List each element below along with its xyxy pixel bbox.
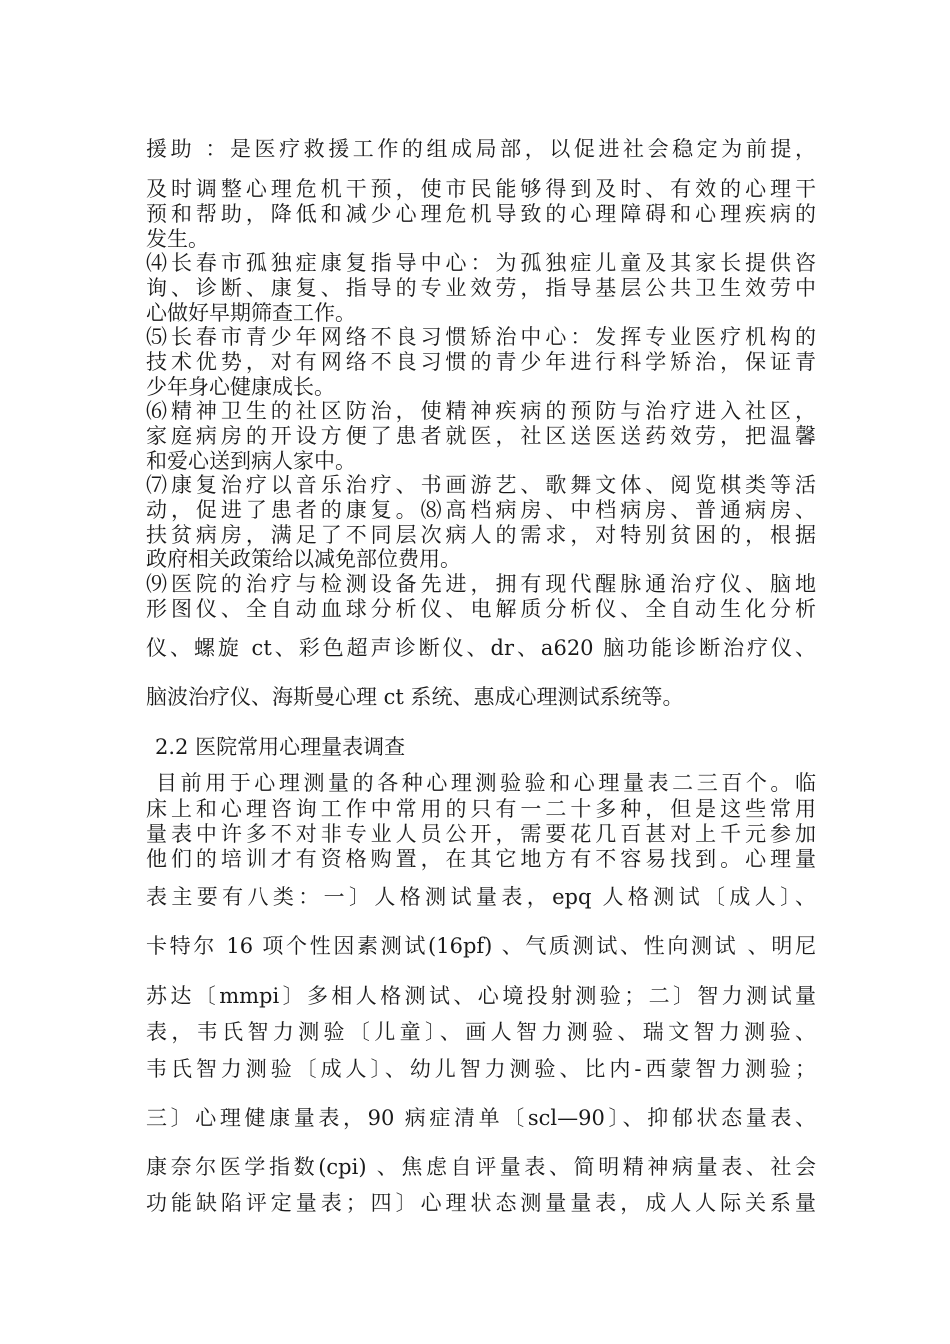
text-line: 三〕心理健康量表，90 病症清单〔scl—90〕、抑郁状态量表、 (146, 1106, 816, 1130)
text-line: 发生。 (146, 227, 209, 251)
text-line: ⑷长春市孤独症康复指导中心：为孤独症儿童及其家长提供咨 (146, 251, 816, 275)
text-line: ⑼医院的治疗与检测设备先进，拥有现代醒脉通治疗仪、脑地 (146, 572, 816, 596)
text-line: 床上和心理咨询工作中常用的只有一二十多种，但是这些常用 (146, 797, 816, 821)
text-line: 技术优势，对有网络不良习惯的青少年进行科学矫治，保证青 (146, 350, 816, 374)
text-line: ⑹精神卫生的社区防治，使精神疾病的预防与治疗进入社区， (146, 399, 816, 423)
text-line: 政府相关政策给以减免部位费用。 (146, 547, 461, 571)
section-heading: 2.2 医院常用心理量表调查 (155, 735, 406, 759)
text-line: 扶贫病房，满足了不同层次病人的需求，对特别贫困的，根据 (146, 523, 816, 547)
text-line: 家庭病房的开设方便了患者就医，社区送医送药效劳，把温馨 (146, 424, 816, 448)
text-line: 预和帮助，降低和减少心理危机导致的心理障碍和心理疾病的 (146, 202, 816, 226)
text-line: 康奈尔医学指数(cpi) 、焦虑自评量表、简明精神病量表、社会 (146, 1155, 816, 1179)
text-line: ⑸长春市青少年网络不良习惯矫治中心：发挥专业医疗机构的 (146, 325, 816, 349)
text-line: 和爱心送到病人家中。 (146, 449, 356, 473)
text-line: 仪、螺旋 ct、彩色超声诊断仪、dr、a620 脑功能诊断治疗仪、 (146, 636, 816, 660)
text-line: 形图仪、全自动血球分析仪、电解质分析仪、全自动生化分析 (146, 597, 816, 621)
text-line: 表主要有八类：一〕人格测试量表，epq 人格测试〔成人〕、 (146, 885, 816, 909)
text-line: 目前用于心理测量的各种心理测验验和心理量表二三百个。临 (156, 771, 816, 795)
text-line: 苏达〔mmpi〕多相人格测试、心境投射测验；二〕智力测试量 (146, 984, 816, 1008)
text-line: 功能缺陷评定量表；四〕心理状态测量量表，成人人际关系量 (146, 1191, 816, 1215)
text-line: 询、诊断、康复、指导的专业效劳，指导基层公共卫生效劳中 (146, 276, 816, 300)
text-line: 少年身心健康成长。 (146, 375, 335, 399)
text-line: 动，促进了患者的康复。⑻高档病房、中档病房、普通病房、 (146, 498, 816, 522)
text-line: 心做好早期筛查工作。 (146, 301, 356, 325)
text-line: 援助 ：是医疗救援工作的组成局部，以促进社会稳定为前提， (146, 137, 816, 161)
text-line: 他们的培训才有资格购置，在其它地方有不容易找到。心理量 (146, 847, 816, 871)
text-line: 脑波治疗仪、海斯曼心理 ct 系统、惠成心理测试系统等。 (146, 685, 684, 709)
text-line: 及时调整心理危机干预，使市民能够得到及时、有效的心理干 (146, 177, 816, 201)
text-line: 表，韦氏智力测验〔儿童〕、画人智力测验、瑞文智力测验、 (146, 1020, 816, 1044)
text-line: 量表中许多不对非专业人员公开，需要花几百甚对上千元参加 (146, 822, 816, 846)
text-line: 韦氏智力测验〔成人〕、幼儿智力测验、比内-西蒙智力测验； (146, 1057, 816, 1081)
text-line: 卡特尔 16 项个性因素测试(16pf) 、气质测试、性向测试 、明尼 (146, 934, 816, 958)
text-line: ⑺康复治疗以音乐治疗、书画游艺、歌舞文体、阅览棋类等活 (146, 473, 816, 497)
